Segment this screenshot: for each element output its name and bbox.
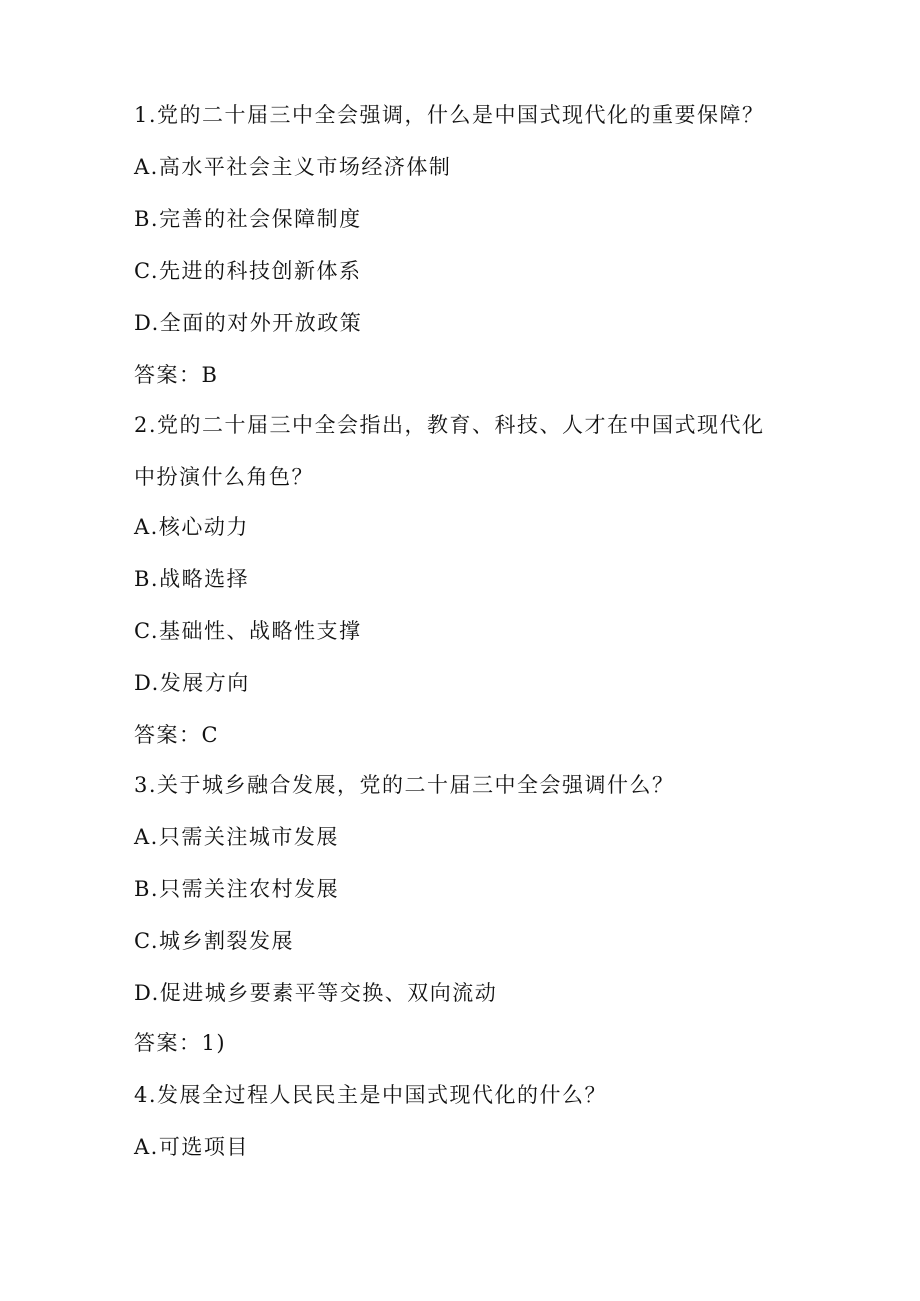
question-3-option-c: C.城乡割裂发展 [134,929,294,953]
question-3-text: 3.关于城乡融合发展，党的二十届三中全会强调什么？ [134,773,675,797]
question-4-option-a: A.可选项目 [134,1135,249,1159]
question-1-option-a: A.高水平社会主义市场经济体制 [134,155,452,179]
question-2-option-b: B.战略选择 [134,567,250,591]
question-2-text-continued: 中扮演什么角色？ [134,465,314,489]
question-3-option-b: B.只需关注农村发展 [134,877,340,901]
question-3-option-a: A.只需关注城市发展 [134,825,339,849]
question-1-option-d: D.全面的对外开放政策 [134,311,363,335]
question-2-answer: 答案：C [134,723,220,747]
question-3-answer: 答案：1) [134,1031,227,1055]
question-1-answer: 答案：B [134,363,219,387]
question-1-option-b: B.完善的社会保障制度 [134,207,362,231]
question-1-option-c: C.先进的科技创新体系 [134,259,362,283]
question-2-option-d: D.发展方向 [134,671,250,695]
question-2-text: 2.党的二十届三中全会指出，教育、科技、人才在中国式现代化 [134,413,765,437]
question-4-text: 4.发展全过程人民民主是中国式现代化的什么？ [134,1083,608,1107]
question-2-option-c: C.基础性、战略性支撑 [134,619,362,643]
question-2-option-a: A.核心动力 [134,515,249,539]
question-1-text: 1.党的二十届三中全会强调，什么是中国式现代化的重要保障？ [134,103,765,127]
question-3-option-d: D.促进城乡要素平等交换、双向流动 [134,981,498,1005]
